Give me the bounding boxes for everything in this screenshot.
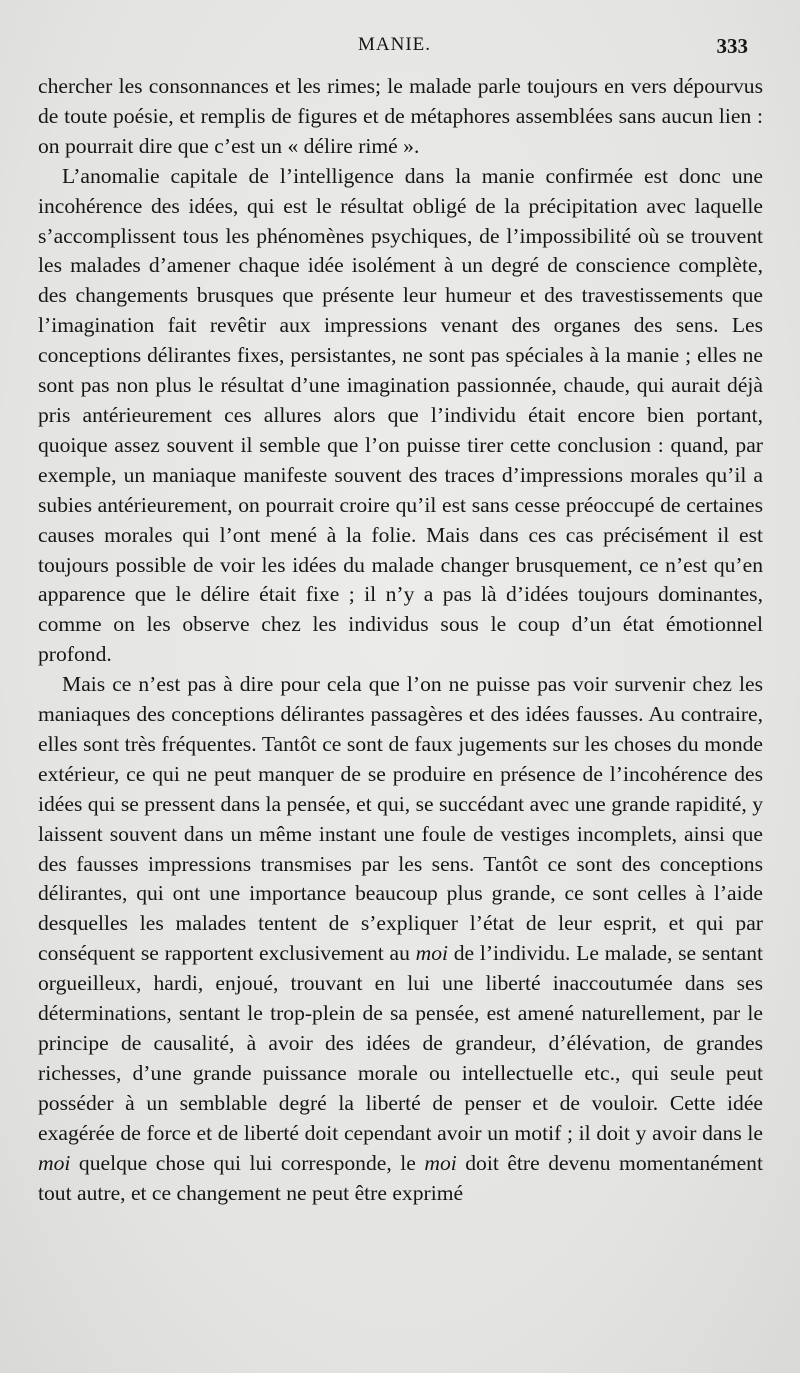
page-header [38, 34, 748, 60]
emphasis-moi: moi [415, 941, 448, 966]
paragraph-3 [38, 670, 763, 1208]
body-text [38, 72, 763, 1208]
emphasis-moi: moi [424, 1150, 457, 1175]
paragraph-3-part-1: Mais ce n’est pas à dire pour cela que l’on ne puisse pas voir survenir chez les maniaques des conceptions délirantes passagères et des idées fausses. Au contraire, elles sont très fréquentes. Tantôt ce sont de faux jugements sur les choses du monde extérieur, ce qui ne peut manquer de se produire en présence de l’incohérence des idées qui se pressent dans la pensée, et qui, se succédant avec une grande rapidité, y laissent souvent dans un même instant une foule de vestiges incomplets, ainsi que des fausses impressions transmises par les sens. Tantôt ce sont des conceptions délirantes, qui ont une importance beaucoup plus grande, ce sont celles à l’aide desquelles les malades tentent de s’expliquer l’état de leur esprit, et qui par conséquent se rapportent exclusivement au [38, 672, 763, 966]
page-number: 333 [716, 34, 748, 58]
emphasis-moi: moi [38, 1150, 71, 1175]
paragraph-3-part-3: quelque chose qui lui corresponde, le [70, 1150, 425, 1175]
paragraph-1: chercher les consonnances et les rimes; le malade parle toujours en vers dépourvus de toute poésie, et remplis de figures et de métaphores assemblées sans aucun lien : on pourrait dire que c’est un « délire rimé ». [38, 74, 763, 158]
running-title: MANIE. [358, 34, 432, 55]
paragraph-2: L’anomalie capitale de l’intelligence dans la manie confirmée est donc une incohérence des idées, qui est le résultat obligé de la précipitation avec laquelle s’accomplissent tous les phénomènes psychiques, de l’impossibilité où se trouvent les malades d’amener chaque idée isolément à un degré de conscience complète, des changements brusques que présente leur humeur et des travestissements que l’imagination fait revêtir aux impressions venant des organes des sens. Les conceptions délirantes fixes, persistantes, ne sont pas spéciales à la manie ; elles ne sont pas non plus le résultat d’une imagination passionnée, chaude, qui aurait déjà pris antérieurement ces allures alors que l’individu était encore bien portant, quoique assez souvent il semble que l’on puisse tirer cette conclusion : quand, par exemple, un maniaque manifeste souvent des traces d’impressions morales qu’il a subies antérieurement, on pourrait croire qu’il est sans cesse préoccupé de certaines causes morales qui l’ont mené à la folie. Mais dans ces cas précisément il est toujours possible de voir les idées du malade changer brusquement, ce n’est qu’en apparence que le délire était fixe ; il n’y a pas là d’idées toujours dominantes, comme on les observe chez les individus sous le coup d’un état émotionnel profond. [38, 163, 763, 667]
paragraph-3-part-2: de l’individu. Le malade, se sentant orgueilleux, hardi, enjoué, trouvant en lui une liberté inaccoutumée dans ses déterminations, sentant le trop-plein de sa pensée, est amené naturellement, par le principe de causalité, à avoir des idées de grandeur, d’élévation, de grandes richesses, d’une grande puissance morale ou intellectuelle etc., qui seule peut posséder à un semblable degré la liberté de penser et de vouloir. Cette idée exagérée de force et de liberté doit cependant avoir un motif ; il doit y avoir dans le [38, 941, 763, 1145]
paragraph-3-part-4: doit être devenu momentanément tout autre, et ce changement ne peut être exprimé [38, 1150, 763, 1205]
